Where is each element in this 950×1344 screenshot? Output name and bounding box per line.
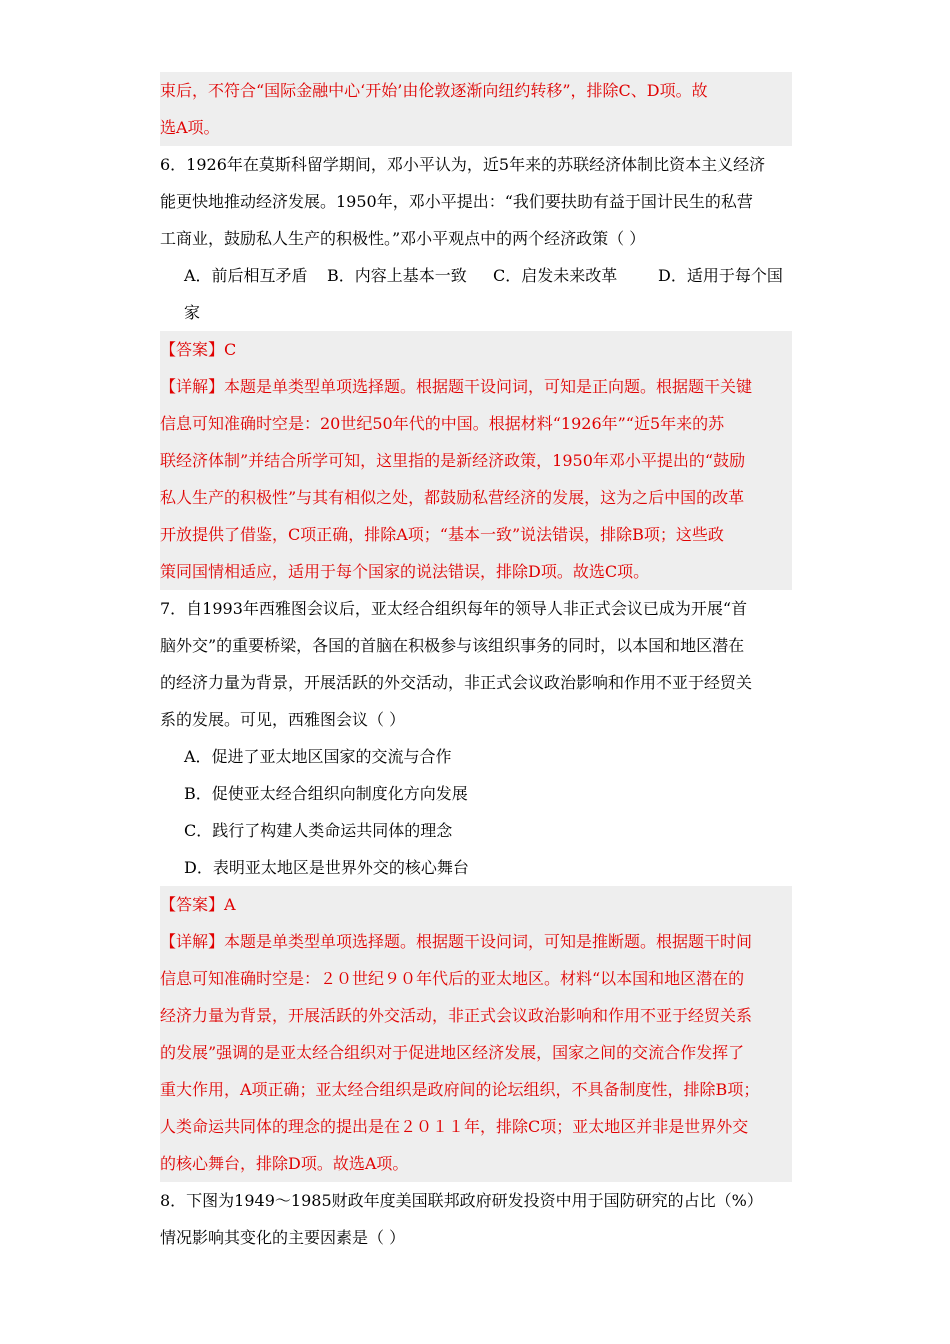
question-stem-line: 7．自1993年西雅图会议后，亚太经合组织每年的领导人非正式会议已成为开展“首 — [160, 599, 748, 618]
answer-text-line: 束后，不符合“国际金融中心‘开始’由伦敦逐渐向纽约转移”，排除C、D项。故 — [160, 72, 792, 109]
question-8 — [160, 1182, 792, 1256]
detail-line: 策同国情相适应，适用于每个国家的说法错误，排除D项。故选C项。 — [160, 553, 792, 590]
answer-value: C — [224, 340, 237, 359]
answer-label: 【答案】 — [160, 340, 225, 359]
answer-block — [160, 331, 792, 590]
detail-line: 重大作用，A项正确；亚太经合组织是政府间的论坛组织，不具备制度性，排除B项； — [160, 1071, 792, 1108]
answer-line — [160, 331, 792, 368]
question-stem-line: 能更快地推动经济发展。1950年，邓小平提出：“我们要扶助有益于国计民生的私营 — [160, 192, 753, 211]
question-stem-line: 6．1926年在莫斯科留学期间，邓小平认为，近5年来的苏联经济体制比资本主义经济 — [160, 155, 766, 174]
detail-line: 信息可知准确时空是：20世纪50年代的中国。根据材料“1926年”“近5年来的苏 — [160, 405, 792, 442]
detail-line: 【详解】本题是单类型单项选择题。根据题干设问词，可知是推断题。根据题干时间 — [160, 923, 792, 960]
option-b: B．内容上基本一致 — [327, 266, 467, 285]
detail-line: 开放提供了借鉴，C项正确，排除A项；“基本一致”说法错误，排除B项；这些政 — [160, 516, 792, 553]
question-6 — [160, 146, 792, 590]
option-d: D．适用于每个国 — [658, 266, 783, 285]
answer-label: 【答案】 — [160, 895, 225, 914]
question-7 — [160, 590, 792, 1182]
option-c: C．启发未来改革 — [493, 266, 618, 285]
answer-block — [160, 886, 792, 1182]
option-a: A．前后相互矛盾 — [184, 266, 308, 285]
prev-answer-block — [160, 72, 792, 146]
question-stem-line: 情况影响其变化的主要因素是（ ） — [160, 1228, 406, 1247]
detail-line: 私人生产的积极性”与其有相似之处，都鼓励私营经济的发展，这为之后中国的改革 — [160, 479, 792, 516]
detail-line: 信息可知准确时空是：２０世纪９０年代后的亚太地区。材料“以本国和地区潜在的 — [160, 960, 792, 997]
option-a: A．促进了亚太地区国家的交流与合作 — [184, 747, 452, 766]
options-row — [160, 257, 792, 294]
option-b: B．促使亚太经合组织向制度化方向发展 — [184, 784, 468, 803]
detail-line: 【详解】本题是单类型单项选择题。根据题干设问词，可知是正向题。根据题干关键 — [160, 368, 792, 405]
answer-line — [160, 886, 792, 923]
page-content — [160, 72, 792, 1256]
question-stem-line: 8．下图为1949～1985财政年度美国联邦政府研发投资中用于国防研究的占比（%） — [160, 1191, 763, 1210]
detail-line: 的核心舞台，排除D项。故选A项。 — [160, 1145, 792, 1182]
option-d: D．表明亚太地区是世界外交的核心舞台 — [184, 858, 469, 877]
detail-line: 人类命运共同体的理念的提出是在２０１１年，排除C项；亚太地区并非是世界外交 — [160, 1108, 792, 1145]
option-c: C．践行了构建人类命运共同体的理念 — [184, 821, 453, 840]
question-stem-line: 工商业，鼓励私人生产的积极性。”邓小平观点中的两个经济政策（ ） — [160, 229, 646, 248]
option-d-wrap: 家 — [184, 303, 201, 322]
detail-line: 经济力量为背景，开展活跃的外交活动，非正式会议政治影响和作用不亚于经贸关系 — [160, 997, 792, 1034]
detail-line: 的发展”强调的是亚太经合组织对于促进地区经济发展，国家之间的交流合作发挥了 — [160, 1034, 792, 1071]
question-stem-line: 脑外交”的重要桥梁，各国的首脑在积极参与该组织事务的同时，以本国和地区潜在 — [160, 636, 745, 655]
answer-value: A — [224, 895, 236, 914]
question-stem-line: 的经济力量为背景，开展活跃的外交活动，非正式会议政治影响和作用不亚于经贸关 — [160, 673, 753, 692]
detail-line: 联经济体制”并结合所学可知，这里指的是新经济政策，1950年邓小平提出的“鼓励 — [160, 442, 792, 479]
question-stem-line: 系的发展。可见，西雅图会议（ ） — [160, 710, 406, 729]
answer-text-line: 选A项。 — [160, 109, 792, 146]
